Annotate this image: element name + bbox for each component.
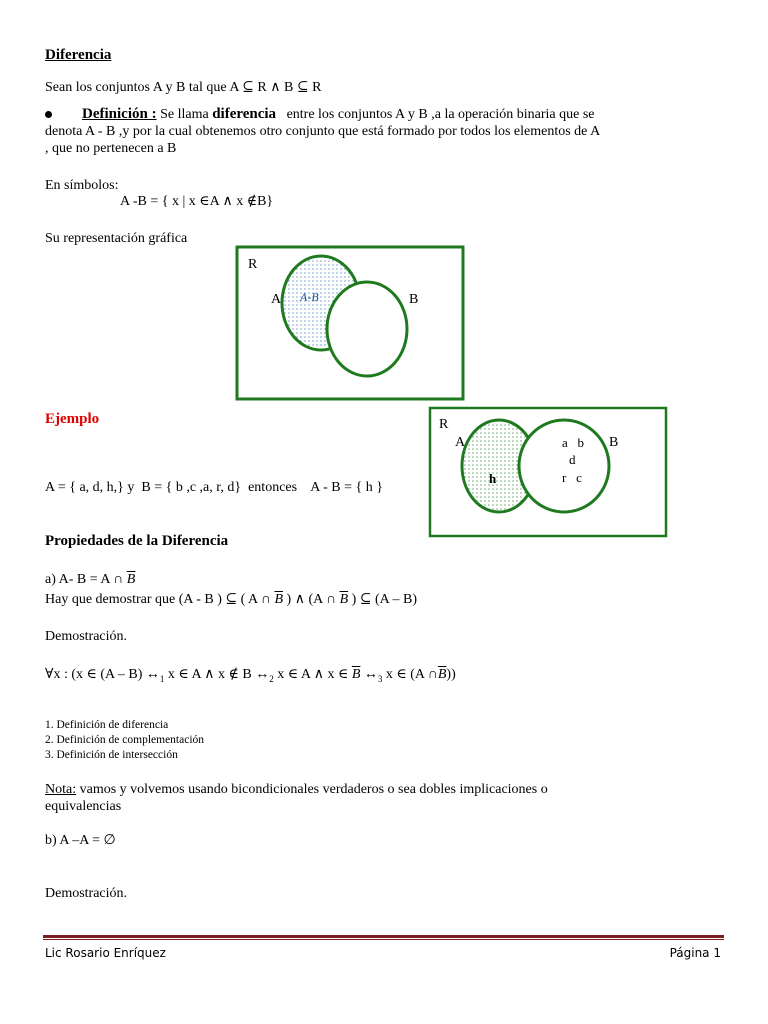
set-b-label: B [409,292,419,307]
note-2: 2. Definición de complementación [45,734,205,746]
example-text: A = { a, d, h,} y B = { b ,c ,a, r, d} entonces A - B = { h } [45,480,383,495]
example-set-b-label: B [609,435,619,450]
example-label: Ejemplo [45,411,100,427]
example-set-b-circle [519,420,609,512]
symbols-label: En símbolos: [45,178,119,193]
footer-author: Lic Rosario Enríquez [45,946,166,960]
symbols-formula: A -B = { x | x ∈A ∧ x ∉B} [120,194,274,209]
property-b: b) A –A = ∅ [45,833,116,848]
set-a-label: A [271,292,282,307]
set-b-circle [327,282,407,376]
example-set-a-label: A [455,435,466,450]
properties-heading: Propiedades de la Diferencia [45,533,229,549]
demo-label: Demostración. [45,629,128,644]
page-title: Diferencia [45,47,112,63]
example-only-a: h [489,471,497,486]
footer-rule [43,935,724,938]
note-3: 3. Definición de intersección [45,749,178,761]
footer-rule-thin [43,939,724,940]
note-1: 1. Definición de diferencia [45,719,169,731]
footer-page: Página 1 [669,946,721,960]
graphic-label: Su representación gráfica [45,231,188,246]
demo-label-2: Demostración. [45,886,128,901]
property-a: a) A- B = A ∩ $\overline{B}$ [45,572,136,587]
definition-term: diferencia [212,106,277,122]
region-label: A-B [300,290,319,304]
nota: Nota: vamos y volvemos usando bicondicionales verdaderos o sea dobles implicaciones o [45,782,548,797]
universe-label: R [248,257,258,272]
definition-label: Definición : [82,106,157,122]
example-b-row1: a b [562,435,585,450]
complement-b: $\overline{B}$ [126,572,136,587]
nota-cont: equivalencias [45,799,122,814]
example-b-row3: r c [562,470,582,485]
definition-paragraph: Definición : Se llama diferencia entre los conjuntos A y B ,a la operación binaria que se denota A - B ,y por la cual obtenemos otro conjunto que está formado por todos los elementos de A , que no pertenecen a B [45,106,601,156]
proof-goal: Hay que demostrar que (A - B ) ⊆ ( A ∩ $\overline{B}$ ) ∧ (A ∩ $\overline{B}$ ) ⊆ (A – B) [45,592,418,607]
example-universe-label: R [439,417,449,432]
proof-formula: ∀x : (x ∈ (A – B) $\leftrightarrow_1$ x ∈ A ∧ x ∉ B $\leftrightarrow_2$ x ∈ A ∧ x ∈ $\overline{B}$ $\leftrightarrow_3$ x ∈ (A $\cap\overline{B}$)) [45,667,456,684]
example-b-row2: d [569,452,576,467]
intro-line: Sean los conjuntos A y B tal que A ⊆ R ∧ B ⊆ R [45,80,322,95]
